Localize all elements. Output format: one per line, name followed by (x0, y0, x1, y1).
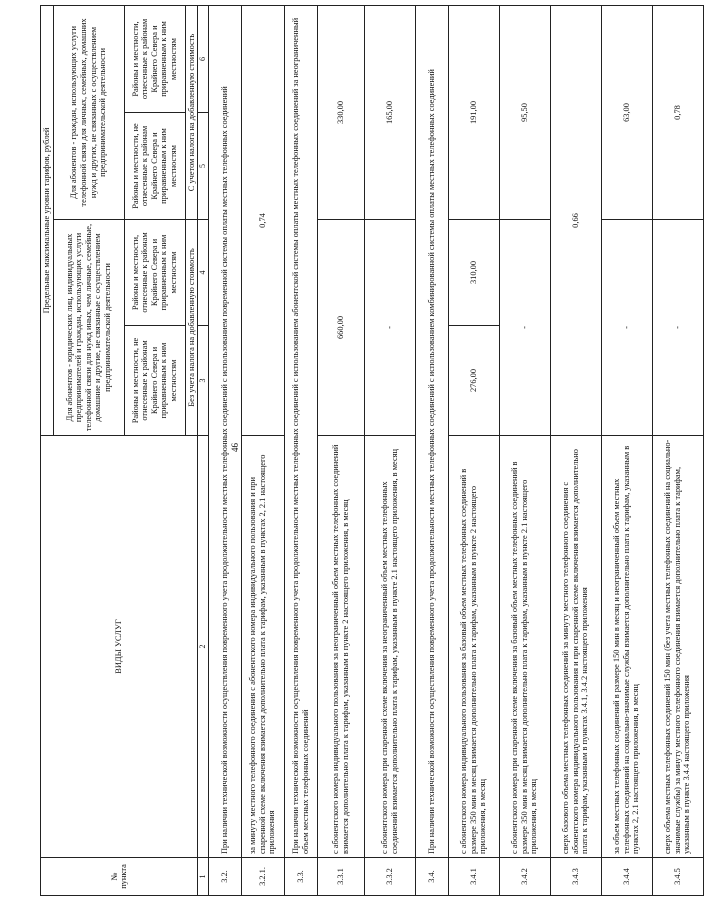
tariff-value: - (652, 220, 703, 436)
item-no: 3.4.2 (499, 858, 550, 896)
tariff-value: 0,74 (241, 5, 284, 435)
service-text: за объем местных телефонных соединений в размере 150 мин в месяц и неограниченный объем местных телефонных соединений на социально-значимые службы взимается дополнительно плата к тарифам, указанным в пунктах 2, 2.1 настоящего приложения, в месяц (601, 436, 652, 858)
header-not-north-2: Районы и местности, не отнесенные к районам Крайнего Севера и приравненным к ним местностям (124, 113, 185, 220)
service-text: за минуту местного телефонного соединения с абонентского номера индивидуального пользования и при спаренной схеме включения взимается дополнительно плата к тарифам, указанным в пунктах 2, 2.1 настоящего приложения (241, 436, 284, 858)
tariff-value: 0,66 (550, 5, 601, 435)
col-number: 2 (198, 436, 208, 858)
tariff-table (40, 5, 704, 896)
header-not-north-1: Районы и местности, не отнесенные к районам Крайнего Севера и приравненным к ним местностям (124, 326, 185, 436)
header-item-no: № пункта (41, 858, 198, 896)
section-text: При наличии технической возможности осуществления повременного учета продолжительности местных телефонных соединений с использованием комбинированной системы оплаты местных телефонных соединений (415, 5, 448, 857)
service-text: с абонентского номера индивидуального пользования за неограниченный объем местных телефонных соединений взимается дополнительно плата к тарифам, указанным в пункте 2 настоящего приложения, в месяц (317, 436, 364, 858)
header-citizens: Для абонентов - граждан, использующих услуги телефонной связи для личных, семейных, домашних нужд и других, не связанных с осуществлением предпринимательской деятельности (53, 5, 124, 219)
table-row (241, 5, 284, 895)
tariff-value: - (499, 220, 550, 436)
table-row (317, 5, 364, 895)
tariff-value: 165,00 (364, 5, 415, 219)
section-text: При наличии технической возможности осуществления повременного учета продолжительности местных телефонных соединений с использованием абонентской системы оплаты местных телефонных соединений за неограниченный объем местных телефонных соединений (284, 5, 317, 857)
tariff-value: - (364, 220, 415, 436)
item-no: 3.4.4 (601, 858, 652, 896)
col-number: 1 (198, 858, 208, 896)
header-tariffs: Предельные максимальные уровни тарифов, рублей (41, 5, 54, 435)
table-row (601, 5, 652, 895)
header-with-vat: С учетом налога на добавленную стоимость (185, 5, 198, 219)
col-number: 5 (198, 113, 208, 220)
table-row (415, 5, 448, 895)
table-row (208, 5, 241, 895)
item-no: 3.3.2 (364, 858, 415, 896)
table-row (652, 5, 703, 895)
service-text: с абонентского номера индивидуального пользования за базовый объем местных телефонных соединений в размере 350 мин в месяц взимается дополнительно плата к тарифам, указанным в пункте 2 настоящего приложения, в месяц (448, 436, 499, 858)
tariff-value: 95,50 (499, 5, 550, 219)
service-text: с абонентского номера при спаренной схеме включения за базовый объем местных телефонных соединений в размере 350 мин в месяц взимается дополнительно плата к тарифам, указанным в пункте 2.1 настоящего приложения, в месяц (499, 436, 550, 858)
tariff-value: 330,00 (317, 5, 364, 219)
header-no-vat: Без учета налога на добавленную стоимость (185, 220, 198, 436)
table-row (550, 5, 601, 895)
service-text: сверх объема местных телефонных соединений 150 мин (без учета местных телефонных соединений на социально-значимые службы) за минуту местного телефонного соединения взимается дополнительно плата к тарифам, указанным в пункте 3.4.4 настоящего приложения (652, 436, 703, 858)
section-text: При наличии технической возможности осуществления повременного учета продолжительности местных телефонных соединений с использованием повременной системы оплаты местных телефонных соединений (208, 5, 241, 857)
tariff-value: 191,00 (448, 5, 499, 219)
service-text: сверх базового объема местных телефонных соединений за минуту местного телефонного соединения с абонентского номера индивидуального пользования и при спаренной схеме включения взимается дополнительно плата к тарифам, указанным в пунктах 3.4.1, 3.4.2 настоящего приложения (550, 436, 601, 858)
col-number: 4 (198, 220, 208, 326)
tariff-value: 276,00 (448, 326, 499, 436)
header-north-2: Районы и местности, отнесенные к районам Крайнего Севера и приравненным к ним местностям (124, 5, 185, 112)
item-no: 3.4.3 (550, 858, 601, 896)
item-no: 3.2.1. (241, 858, 284, 896)
item-no: 3.3.1 (317, 858, 364, 896)
tariff-value: 0,78 (652, 5, 703, 219)
tariff-value: 660,00 (317, 220, 364, 436)
service-text: с абонентского номера при спаренной схеме включения за неограниченный объем местных телефонных соединений взимается дополнительно плата к тарифам, указанным в пункте 2.1 настоящего приложения, в месяц (364, 436, 415, 858)
tariff-value: - (601, 220, 652, 436)
header-legal: Для абонентов - юридических лиц, индивидуальных предпринимателей и граждан, использующих услуги телефонной связи для нужд иных, чем личные, семейные, домашние и другие, не связанные с осуществлением предпринимательской деятельности (53, 220, 124, 436)
table-row (499, 5, 550, 895)
header-north-1: Районы и местности, отнесенные к районам Крайнего Севера и приравненным к ним местностям (124, 220, 185, 326)
item-no: 3.4. (415, 858, 448, 896)
item-no: 3.4.1 (448, 858, 499, 896)
table-row (284, 5, 317, 895)
header-services: ВИДЫ УСЛУГ (41, 436, 198, 858)
table-row (364, 5, 415, 895)
page-number: 46 (230, 443, 240, 452)
tariff-value: 310,00 (448, 220, 499, 326)
item-no: 3.2. (208, 858, 241, 896)
item-no: 3.3. (284, 858, 317, 896)
tariff-value: 63,00 (601, 5, 652, 219)
item-no: 3.4.5 (652, 858, 703, 896)
col-number: 6 (198, 5, 208, 112)
table-row (448, 5, 499, 895)
col-number: 3 (198, 326, 208, 436)
